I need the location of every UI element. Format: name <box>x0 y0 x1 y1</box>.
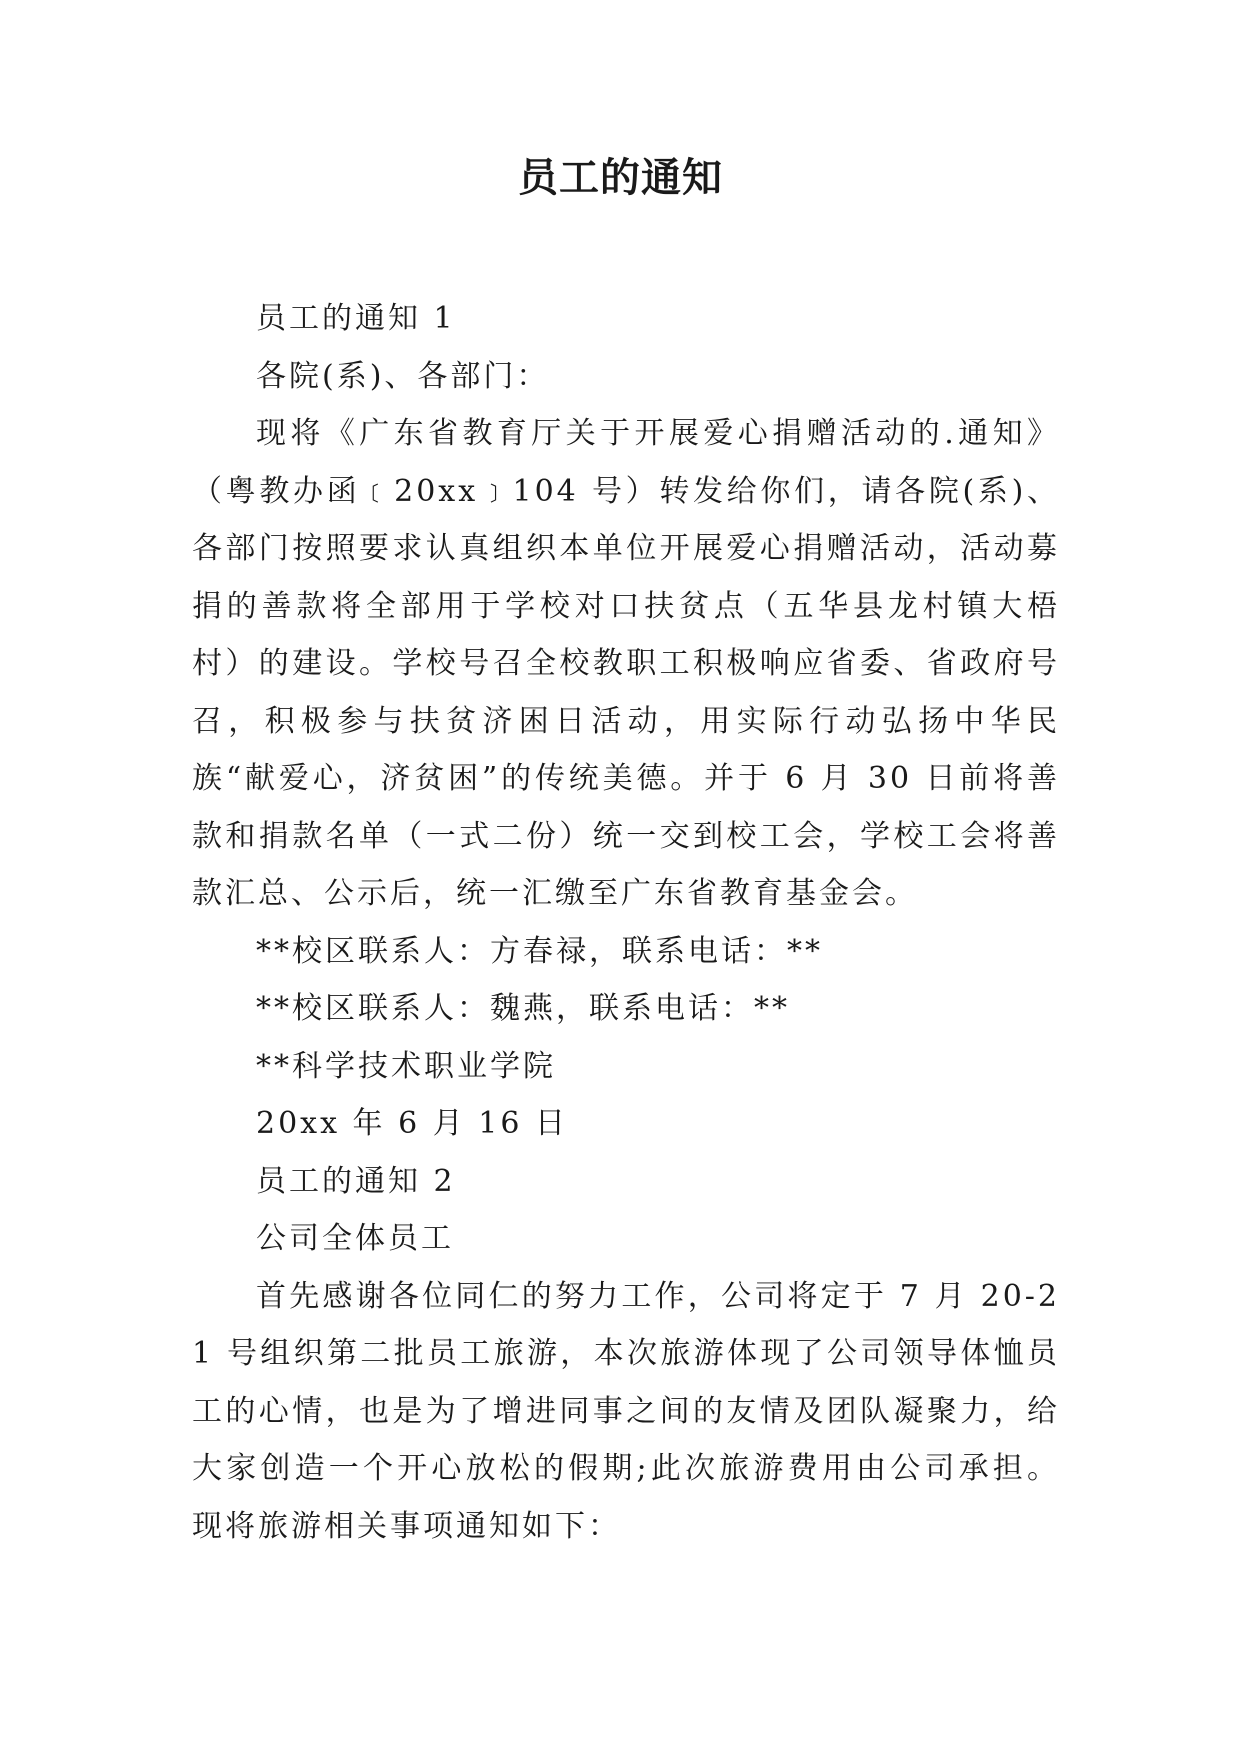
notice-1-salutation: 各院(系)、各部门： <box>256 358 550 394</box>
document-title: 员工的通知 <box>518 155 723 201</box>
notice-1-heading: 员工的通知 1 <box>256 301 456 336</box>
notice-2-body: 首先感谢各位同仁的努力工作，公司将定于 7 月 20-21 号组织第二批员工旅游，本次旅游体现了公司领导体恤员工的心情，也是为了增进同事之间的友情及团队凝聚力，给大家创造一个开心放松的假期;此次旅游费用由公司承担。现将旅游相关事项通知如下： <box>192 1278 1060 1544</box>
notice-1-contact-1: **校区联系人：方春禄，联系电话：** <box>256 933 823 969</box>
notice-1-date: 20xx 年 6 月 16 日 <box>256 1106 568 1141</box>
notice-2-salutation: 公司全体员工 <box>256 1221 454 1256</box>
notice-1-body: 现将《广东省教育厅关于开展爱心捐赠活动的.通知》（粤教办函﹝20xx﹞104 号）转发给你们，请各院(系)、各部门按照要求认真组织本单位开展爱心捐赠活动，活动募捐的善款将全部用于学校对口扶贫点（五华县龙村镇大梧村）的建设。学校号召全校教职工积极响应省委、省政府号召，积极参与扶贫济困日活动，用实际行动弘扬中华民族“献爱心，济贫困”的传统美德。并于 6 月 30 日前将善款和捐款名单（一式二份）统一交到校工会，学校工会将善款汇总、公示后，统一汇缴至广东省教育基金会。 <box>192 416 1060 911</box>
document-body <box>192 290 1060 1555</box>
notice-1-contact-2: **校区联系人：魏燕，联系电话：** <box>256 991 790 1026</box>
notice-2-heading: 员工的通知 2 <box>256 1163 456 1199</box>
notice-1-signature: **科学技术职业学院 <box>256 1048 556 1084</box>
